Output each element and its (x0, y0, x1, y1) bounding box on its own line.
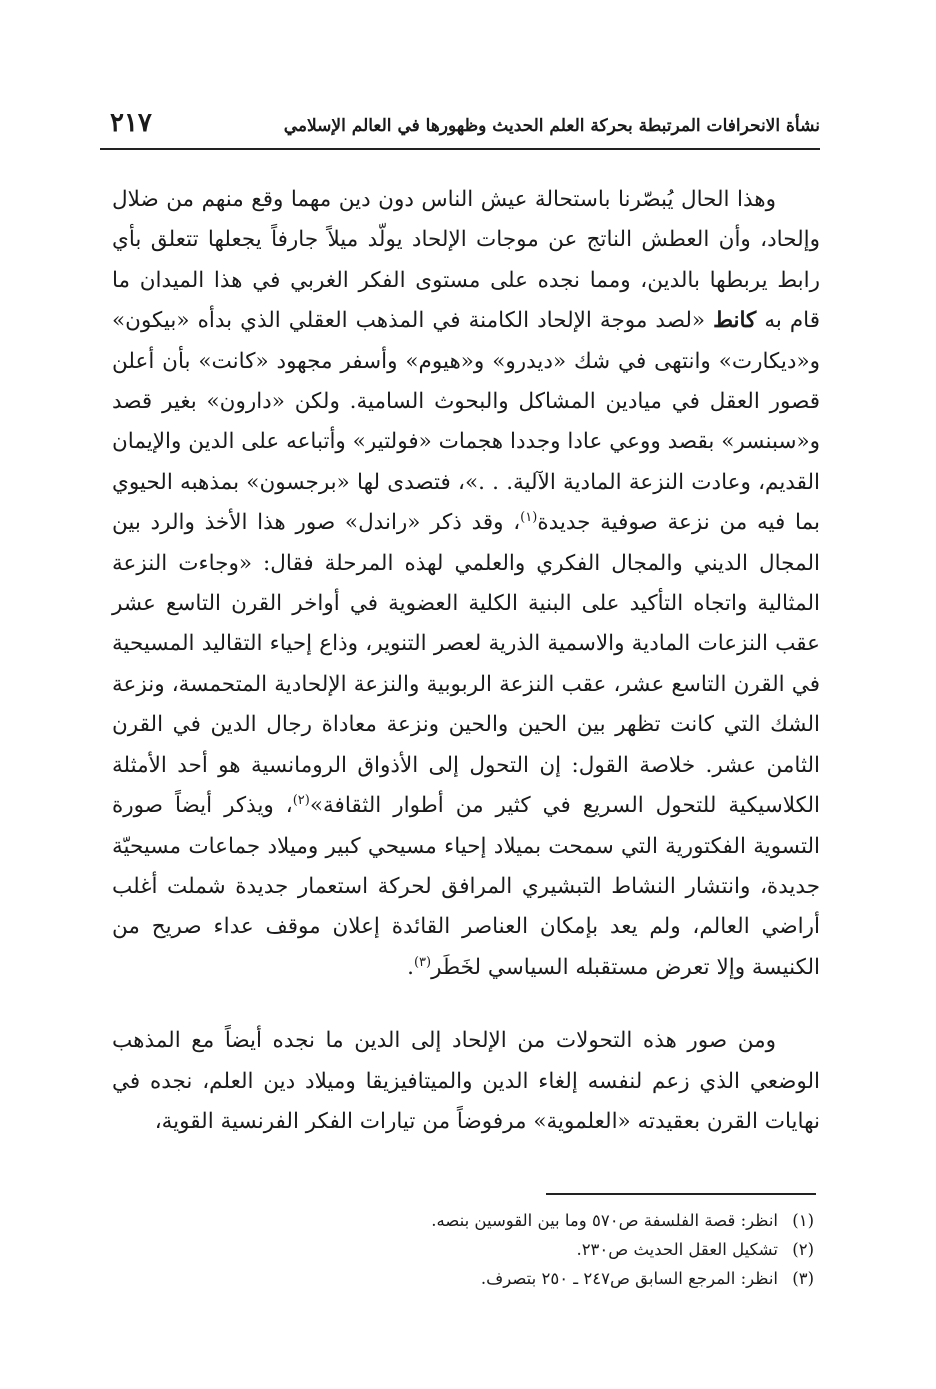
paragraph-1-part-c: ، وقد ذكر «راندل» صور هذا الأخذ والرد بين المجال الديني والمجال الفكري والعلمي لهذه المرحلة فقال: «وجاءت النزعة المثالية واتجاه التأكيد على البنية الكلية العضوية في أواخر القرن التاسع عشر عقب النزعات المادية والاسمية الذرية لعصر التنوير، وذاع إحياء التقاليد المسيحية في القرن التاسع عشر، عقب النزعة الربوبية والنزعة الإلحادية المتحمسة، ونزعة الشك التي كانت تظهر بين الحين والحين ونزعة معاداة رجال الدين في القرن الثامن عشر. خلاصة القول: إن التحول إلى الأذواق الرومانسية هو أحد الأمثلة الكلاسيكية للتحول السريع في كثير من أطوار الثقافة» (112, 510, 821, 819)
page-number: ٢١٧ (110, 108, 152, 138)
paragraph-1-part-d: ، ويذكر أيضاً صورة التسوية الفكتورية التي سمحت بميلاد إحياء مسيحي كبير وميلاد جماعات مسيحيّة جديدة، وانتشار النشاط التبشيري المرافق لحركة استعمار جديدة شملت أغلب أراضي العالم، ولم يعد بإمكان العناصر القائدة إعلان موقف عداء صريح من الكنيسة وإلا تعرض مستقبله السياسي لخَطَر (112, 793, 820, 980)
footnote-text: انظر: المرجع السابق ص٢٤٧ ـ ٢٥٠ بتصرف. (480, 1269, 778, 1288)
footnote-1 (114, 1206, 814, 1235)
footnotes (114, 1206, 814, 1293)
paragraph-1 (112, 180, 820, 988)
footnote-number: (٣) (792, 1269, 814, 1288)
footnote-separator (546, 1193, 816, 1195)
paragraph-1-part-b: «لصد موجة الإلحاد الكامنة في المذهب العقلي الذي بدأه «بيكون» و«ديكارت» وانتهى في شك «ديدرو» و«هيوم» وأسفر مجهود «كانت» بأن أعلن قصور العقل في ميادين المشاكل والبحوث السامية. ولكن «دارون» بغير قصد و«سبنسر» بقصد ووعي عادا وجددا هجمات «فولتير» وأتباعه على الدين والإيمان القديم، وعادت النزعة المادية الآلية. . .»، فتصدى لها «برجسون» بمذهبه الحيوي بما فيه من نزعة صوفية جديدة (112, 308, 820, 536)
page-header (100, 104, 820, 150)
paragraph-1-part-e: . (407, 954, 414, 980)
footnote-ref-2: (٢) (292, 792, 310, 808)
footnote-ref-3: (٣) (413, 954, 432, 970)
footnote-ref-1: (١) (520, 510, 538, 526)
paragraph-2: ومن صور هذه التحولات من الإلحاد إلى الدين ما نجده أيضاً مع المذهب الوضعي الذي زعم لنفسه إلغاء الدين والميتافيزيقا وميلاد دين العلم، نجده في نهايات القرن بعقيدته «العلموية» مرفوضاً من تيارات الفكر الفرنسية القوية، (112, 1028, 820, 1134)
footnote-3 (114, 1264, 814, 1293)
footnote-number: (١) (792, 1211, 814, 1230)
footnote-2 (114, 1235, 814, 1264)
footnote-number: (٢) (792, 1240, 814, 1259)
highlighted-name: كانط (713, 308, 757, 334)
footnote-text: تشكيل العقل الحديث ص٢٣٠. (576, 1240, 778, 1259)
running-title: نشأة الانحرافات المرتبطة بحركة العلم الحديث وظهورها في العالم الإسلامي (283, 116, 820, 136)
footnote-text: انظر: قصة الفلسفة ص٥٧٠ وما بين القوسين بنصه. (431, 1211, 778, 1230)
paragraph-1-part-a: وهذا الحال يُبصّرنا باستحالة عيش الناس دون دين مهما وقع منهم من ضلال وإلحاد، وأن العطش الناتج عن موجات الإلحاد يولّد ميلاً جارفاً يجعلها تتعلق بأي رابط يربطها بالدين، ومما نجده على مستوى الفكر الغربي في هذا الميدان ما قام به (112, 187, 821, 334)
main-text (112, 180, 820, 1142)
